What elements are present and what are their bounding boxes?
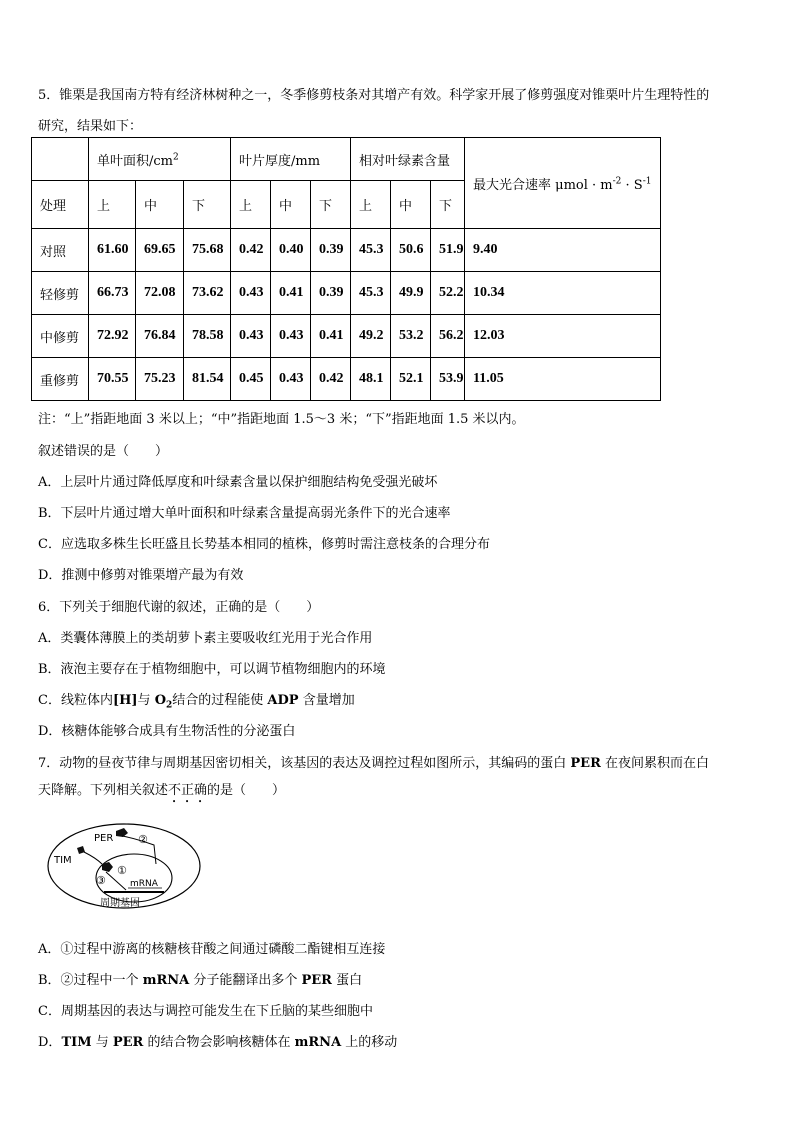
q5-option-c: C．应选取多株生长旺盛且长势基本相同的植株，修剪时需注意枝条的合理分布 (38, 537, 490, 552)
q5-note: 注：“上”指距地面 3 米以上；“中”指距地面 1.5～3 米；“下”指距地面 1.5 米以内。 (38, 412, 525, 427)
table-cell: 81.54 (184, 358, 231, 401)
table-cell: 72.92 (89, 315, 136, 358)
q7-stem-line2: 天降解。下列相关叙述不正确的是（ ） (38, 783, 286, 798)
step-2-label: ② (138, 833, 148, 846)
sub-mid: 中 (136, 181, 184, 229)
table-cell: 0.43 (271, 315, 311, 358)
tim-protein-shape (77, 846, 85, 854)
table-cell: 50.6 (391, 229, 431, 272)
q6-option-b: B．液泡主要存在于植物细胞中，可以调节植物细胞内的环境 (38, 662, 386, 677)
table-cell: 0.41 (271, 272, 311, 315)
q6-stem: 6．下列关于细胞代谢的叙述，正确的是（ ） (38, 600, 320, 615)
table-cell: 0.42 (231, 229, 271, 272)
table-row (32, 315, 661, 358)
table-cell: 61.60 (89, 229, 136, 272)
table-cell: 52.2 (431, 272, 465, 315)
q5-question: 叙述错误的是（ ） (38, 444, 169, 459)
data-table (31, 137, 661, 401)
q7-stem-line1: 7．动物的昼夜节律与周期基因密切相关，该基因的表达及调控过程如图所示，其编码的蛋白 PER 在夜间累积而在白 (38, 756, 710, 771)
table-row (32, 272, 661, 315)
header-area: 单叶面积$/cm^2$ (89, 138, 231, 181)
sub-up: 上 (89, 181, 136, 229)
mrna-label: mRNA (130, 879, 158, 889)
table-cell: 9.40 (465, 229, 661, 272)
sub-mid: 中 (271, 181, 311, 229)
table-cell: 49.2 (351, 315, 391, 358)
nucleus-outline (96, 854, 172, 902)
sub-down: 下 (184, 181, 231, 229)
header-treatment: 处理 (32, 181, 89, 229)
q6-option-a: A．类囊体薄膜上的类胡萝卜素主要吸收红光用于光合作用 (38, 631, 373, 646)
table-cell: 0.43 (271, 358, 311, 401)
table-cell: 69.65 (136, 229, 184, 272)
table-cell: 12.03 (465, 315, 661, 358)
table-cell: 66.73 (89, 272, 136, 315)
step-1-label: ① (117, 864, 127, 877)
q7-option-c: C．周期基因的表达与调控可能发生在下丘脑的某些细胞中 (38, 1004, 373, 1019)
per-protein-shape (116, 828, 128, 837)
table-cell: 45.3 (351, 272, 391, 315)
table-cell: 0.42 (311, 358, 351, 401)
row-treatment: 中修剪 (32, 315, 89, 358)
table-cell: 0.45 (231, 358, 271, 401)
table-cell: 0.40 (271, 229, 311, 272)
table-cell: 0.39 (311, 229, 351, 272)
tim-label: TIM (54, 855, 72, 866)
circadian-diagram (44, 820, 204, 912)
table-cell: 73.62 (184, 272, 231, 315)
table-cell: 0.43 (231, 315, 271, 358)
sub-mid: 中 (391, 181, 431, 229)
gene-label: 周期基因 (100, 898, 140, 909)
table-cell: 78.58 (184, 315, 231, 358)
table-cell: 76.84 (136, 315, 184, 358)
q5-option-d: D．推测中修剪对锥栗增产最为有效 (38, 568, 244, 583)
q7-option-b: B．②过程中一个 mRNA 分子能翻译出多个 PER 蛋白 (38, 973, 363, 988)
per-label: PER (94, 833, 114, 844)
arrow-2 (122, 836, 156, 864)
table-row (32, 358, 661, 401)
q7-option-a: A．①过程中游离的核糖核苷酸之间通过磷酸二酯键相互连接 (38, 942, 386, 957)
table-cell: 45.3 (351, 229, 391, 272)
q5-stem-line2: 研究，结果如下： (38, 119, 143, 134)
table-cell: 48.1 (351, 358, 391, 401)
table-cell: 0.41 (311, 315, 351, 358)
step-3-label: ③ (96, 874, 106, 887)
sub-up: 上 (231, 181, 271, 229)
table-cell: 0.43 (231, 272, 271, 315)
table-cell: 11.05 (465, 358, 661, 401)
table-cell: 72.08 (136, 272, 184, 315)
table-cell: 51.9 (431, 229, 465, 272)
header-chlorophyll: 相对叶绿素含量 (351, 138, 465, 181)
q5-option-a: A．上层叶片通过降低厚度和叶绿素含量以保护细胞结构免受强光破坏 (38, 475, 438, 490)
q5-stem-line1: 5．锥栗是我国南方特有经济林树种之一，冬季修剪枝条对其增产有效。科学家开展了修剪强度对锥栗叶片生理特性的 (38, 88, 710, 103)
table-cell: 56.2 (431, 315, 465, 358)
table-cell: 53.9 (431, 358, 465, 401)
table-cell: 52.1 (391, 358, 431, 401)
row-treatment: 轻修剪 (32, 272, 89, 315)
header-max-rate: 最大光合速率 $\mu mol \cdot m^{-2} \cdot S^{-1}$ (465, 138, 661, 229)
corner-cell (32, 138, 89, 181)
table-cell: 75.68 (184, 229, 231, 272)
table-cell: 10.34 (465, 272, 661, 315)
table-row (32, 229, 661, 272)
table-cell: 0.39 (311, 272, 351, 315)
table-cell: 53.2 (391, 315, 431, 358)
q5-option-b: B．下层叶片通过增大单叶面积和叶绿素含量提高弱光条件下的光合速率 (38, 506, 451, 521)
q6-option-c: C．线粒体内[H]与 $O_2$结合的过程能使 ADP 含量增加 (38, 693, 355, 711)
sub-down: 下 (431, 181, 465, 229)
q7-option-d: D．TIM 与 PER 的结合物会影响核糖体在 mRNA 上的移动 (38, 1035, 398, 1050)
sub-up: 上 (351, 181, 391, 229)
table-cell: 49.9 (391, 272, 431, 315)
header-thickness: 叶片厚度/mm (231, 138, 351, 181)
table-cell: 75.23 (136, 358, 184, 401)
sub-down: 下 (311, 181, 351, 229)
arrow-tim (84, 852, 102, 864)
table-cell: 70.55 (89, 358, 136, 401)
q6-option-d: D．核糖体能够合成具有生物活性的分泌蛋白 (38, 724, 296, 739)
row-treatment: 对照 (32, 229, 89, 272)
row-treatment: 重修剪 (32, 358, 89, 401)
